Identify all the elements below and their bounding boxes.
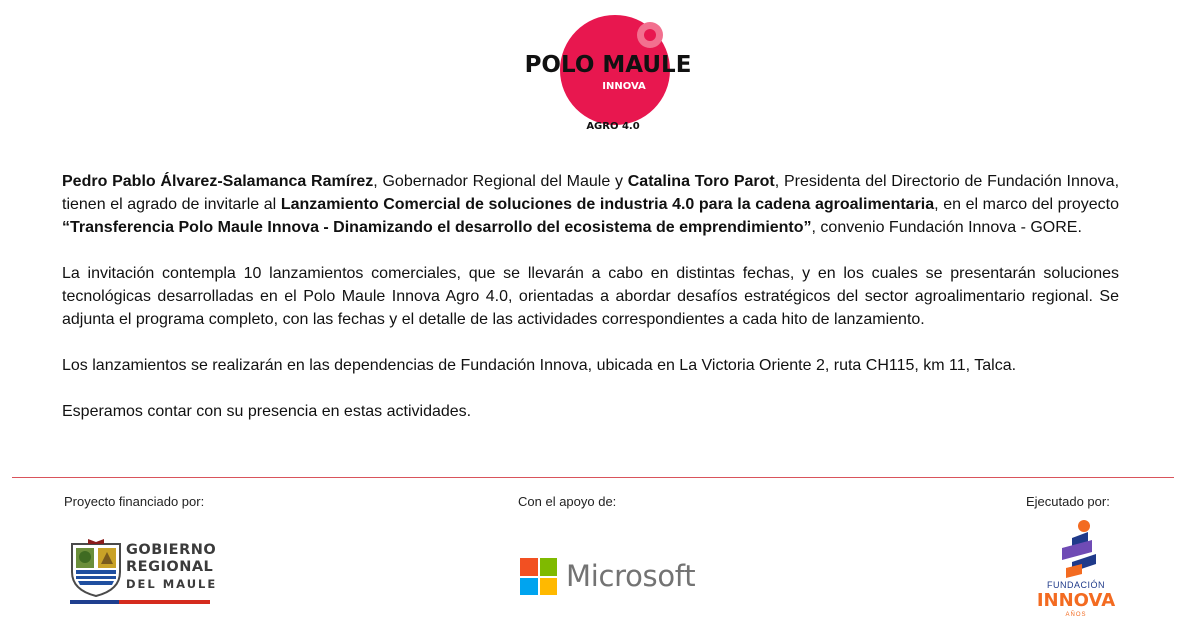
gore-line-2: REGIONAL: [126, 559, 214, 575]
text-segment: , en el marco del proyecto: [934, 196, 1120, 213]
paragraph-invitation: La invitación contempla 10 lanzamientos comerciales, que se llevarán a cabo en distintas fechas, y en los cuales se presentarán soluciones tecnológicas desarrolladas en el Polo Maule Innova Agro 4.0, orientadas a abordar desafíos estratégicos del sector agroalimentario regional. Se adjunta el programa completo, con las fechas y el detalle de las actividades correspondientes a cada hito de lanzamiento.: [62, 265, 1119, 328]
gore-line-3: DEL MAULE: [126, 577, 218, 591]
text-segment: , Presidenta del Directorio de Fundación Innova, tienen el agrado de invitarle al: [62, 173, 1120, 213]
gore-line-1: GOBIERNO: [126, 542, 217, 558]
invitation-body: [62, 170, 1119, 423]
gore-wordmark: [126, 542, 217, 593]
event-title: Lanzamiento Comercial de soluciones de industria 4.0 para la cadena agroalimentaria: [280, 196, 935, 213]
gobierno-regional-logo: [68, 538, 218, 604]
fundacion-label: FUNDACIÓN: [1047, 580, 1105, 590]
text-segment: , convenio Fundación Innova - GORE.: [811, 219, 1082, 236]
governor-name: Pedro Pablo Álvarez-Salamanca Ramírez: [62, 173, 374, 190]
paragraph-closing: Esperamos contar con su presencia en estas actividades.: [62, 403, 472, 420]
polo-maule-name: POLO MAULE: [524, 52, 692, 78]
polo-maule-sub: INNOVA: [602, 81, 646, 92]
anos-label: AÑOS: [1065, 612, 1087, 618]
divider-line: [12, 477, 1174, 478]
polo-maule-tag: AGRO 4.0: [586, 121, 640, 132]
paragraph-location: Los lanzamientos se realizarán en las dependencias de Fundación Innova, ubicada en La Victoria Oriente 2, ruta CH115, km 11, Talca.: [62, 357, 1017, 374]
microsoft-windows-icon: [520, 558, 557, 595]
fundacion-innova-mark-icon: [1026, 518, 1126, 580]
funded-by-label: Proyecto financiado por:: [64, 494, 205, 509]
microsoft-logo: [518, 556, 698, 600]
microsoft-wordmark: Microsoft: [566, 559, 696, 593]
gore-flag-stripe: [70, 600, 210, 604]
polo-maule-logo: [520, 10, 700, 135]
gore-shield-icon: [68, 538, 124, 598]
project-title: “Transferencia Polo Maule Innova - Dinamizando el desarrollo del ecosistema de emprendimiento”: [62, 219, 812, 236]
supported-by-label: Con el apoyo de:: [518, 494, 617, 509]
fundacion-innova-logo: [1026, 518, 1126, 624]
innova-wordmark: INNOVA: [1036, 590, 1116, 611]
executed-by-label: Ejecutado por:: [1026, 494, 1110, 509]
president-name: Catalina Toro Parot: [627, 173, 775, 190]
text-segment: , Gobernador Regional del Maule y: [373, 173, 628, 190]
paragraph-intro: [62, 170, 1119, 239]
